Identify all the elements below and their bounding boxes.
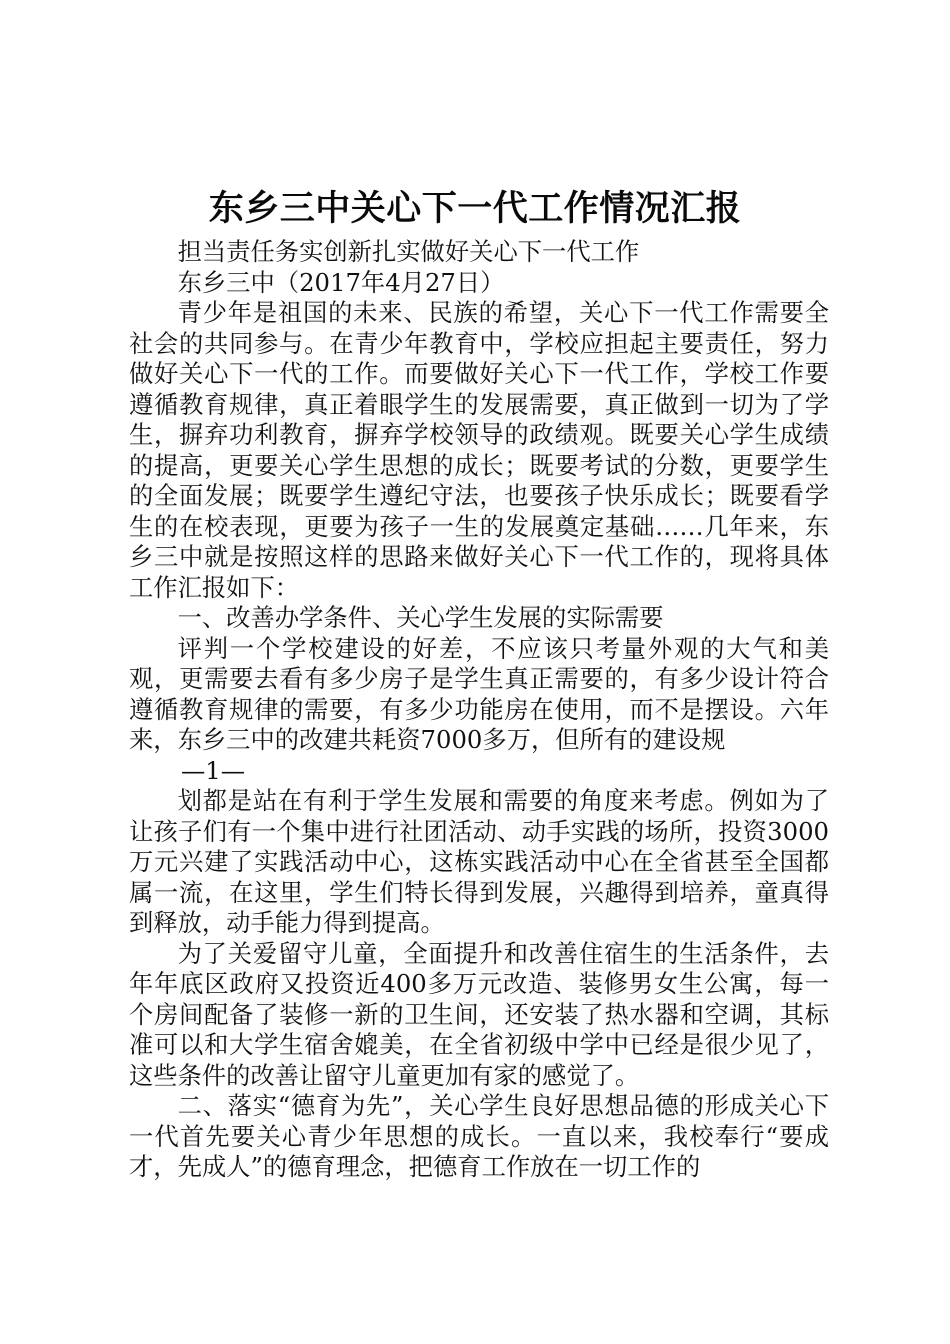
paragraph-continued: 划都是站在有利于学生发展和需要的角度来考虑。例如为了让孩子们有一个集中进行社团活动、动手实践的场所，投资3000万元兴建了实践活动中心，这栋实践活动中心在全省甚至全国都属一流，在这里，学生们特长得到发展，兴趣得到培养，童真得到释放，动手能力得到提高。	[129, 786, 829, 937]
section-heading-2: 二、落实“德育为先”，关心学生良好思想品德的形成关心下一代首先要关心青少年思想的成长。一直以来，我校奉行“要成才，先成人”的德育理念，把德育工作放在一切工作的	[129, 1091, 829, 1181]
paragraph-construction: 评判一个学校建设的好差，不应该只考量外观的大气和美观，更需要去看有多少房子是学生真正需要的，有多少设计符合遵循教育规律的需要，有多少功能房在使用，而不是摆设。六年来，东乡三中的改建共耗资7000多万，但所有的建设规	[129, 633, 829, 754]
section-heading-1: 一、改善办学条件、关心学生发展的实际需要	[177, 603, 664, 632]
byline: 东乡三中（2017年4月27日）	[177, 267, 505, 297]
page-number: —1—	[181, 755, 246, 785]
subtitle-line: 担当责任务实创新扎实做好关心下一代工作	[177, 237, 640, 266]
paragraph-intro: 青少年是祖国的未来、民族的希望，关心下一代工作需要全社会的共同参与。在青少年教育中，学校应担起主要责任，努力做好关心下一代的工作。而要做好关心下一代工作，学校工作要遵循教育规律，真正着眼学生的发展需要，真正做到一切为了学生，摒弃功利教育，摒弃学校领导的政绩观。既要关心学生成绩的提高，更要关心学生思想的成长；既要考试的分数，更要学生的全面发展；既要学生遵纪守法，也要孩子快乐成长；既要看学生的在校表现，更要为孩子一生的发展奠定基础……几年来，东乡三中就是按照这样的思路来做好关心下一代工作的，现将具体工作汇报如下：	[129, 298, 829, 602]
paragraph-dormitory: 为了关爱留守儿童，全面提升和改善住宿生的生活条件，去年年底区政府又投资近400多万元改造、装修男女生公寓，每一个房间配备了装修一新的卫生间，还安装了热水器和空调，其标准可以和大学生宿舍媲美，在全省初级中学中已经是很少见了，这些条件的改善让留守儿童更加有家的感觉了。	[129, 938, 829, 1090]
document-body	[129, 237, 829, 1183]
document-title: 东乡三中关心下一代工作情况汇报	[208, 189, 742, 229]
